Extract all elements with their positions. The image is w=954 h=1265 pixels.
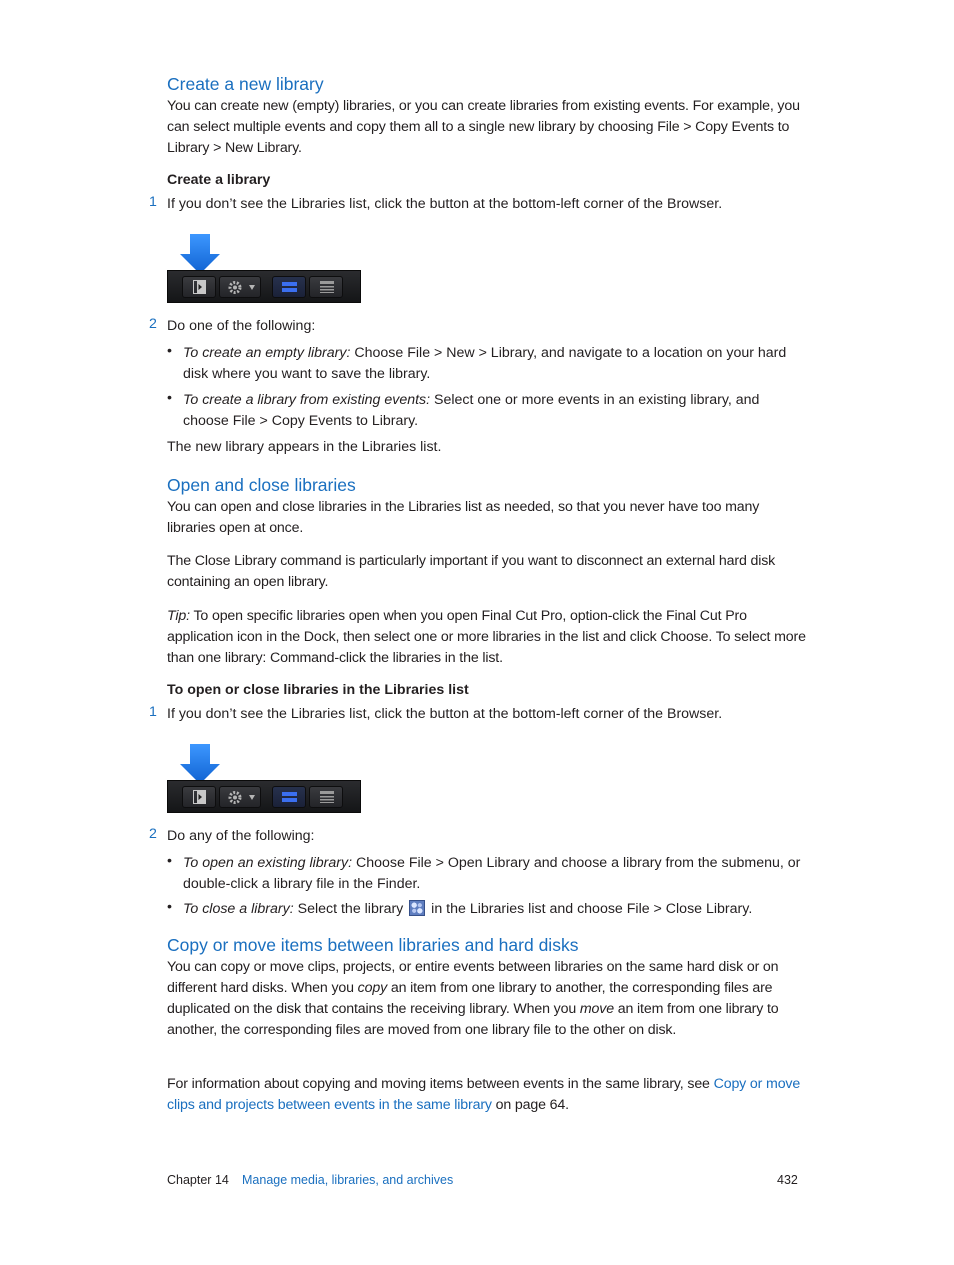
libraries-toggle-icon xyxy=(193,280,206,294)
filmstrip-view-icon xyxy=(282,281,297,293)
task-title-open-close: To open or close libraries in the Libraries list xyxy=(167,682,469,698)
list-item xyxy=(183,853,803,895)
tip-para xyxy=(167,606,807,669)
libraries-toggle-button[interactable] xyxy=(182,786,216,808)
open-close-para: You can open and close libraries in the Libraries list as needed, so that you never have too many libraries open at once. xyxy=(167,499,760,536)
gear-icon xyxy=(228,790,256,805)
bullet-label: To open an existing library: xyxy=(183,855,353,871)
bullet: • xyxy=(167,343,172,359)
bullet-text: Select one or more events in an existing library, and choose File > Copy Events to Library. xyxy=(183,392,760,429)
browser-toolbar-figure xyxy=(167,234,361,304)
heading-open-close-libraries: Open and close libraries xyxy=(167,475,356,495)
tip-text: To open specific libraries open when you open Final Cut Pro, option-click the Final Cut Pro application icon in the Dock, then select one or more libraries in the list and click Choose. To select more than one library: Command-click the libraries in the list. xyxy=(167,608,806,666)
step-number: 1 xyxy=(149,704,157,720)
action-menu-button[interactable] xyxy=(219,276,261,298)
step-text: Do one of the following: xyxy=(167,318,316,334)
close-library-para: The Close Library command is particularly important if you want to disconnect an external hard disk containing an open library. xyxy=(167,553,776,590)
library-icon xyxy=(409,900,425,916)
list-view-button[interactable] xyxy=(309,276,343,298)
bullet-label: To create a library from existing events: xyxy=(183,392,431,408)
bullet-text: in the Libraries list and choose File > Close Library. xyxy=(427,901,753,917)
heading-create-new-library: Create a new library xyxy=(167,74,324,94)
libraries-toggle-icon xyxy=(193,790,206,804)
list-item xyxy=(183,390,803,432)
bullet-text: Select the library xyxy=(293,901,408,917)
heading-copy-move-items: Copy or move items between libraries and hard disks xyxy=(167,935,579,955)
list-item xyxy=(183,343,803,385)
bullet-label: To close a library: xyxy=(183,901,294,917)
bullet-text: Choose File > Open Library and choose a library from the submenu, or double-click a library file in the Finder. xyxy=(183,855,801,892)
list-view-icon xyxy=(320,281,334,293)
step-number: 2 xyxy=(149,826,157,842)
filmstrip-view-button[interactable] xyxy=(272,276,306,298)
step-text: Do any of the following: xyxy=(167,828,315,844)
browser-toolbar xyxy=(167,780,361,813)
bullet: • xyxy=(167,390,172,406)
step-text: If you don’t see the Libraries list, click the button at the bottom-left corner of the Browser. xyxy=(167,706,723,722)
list-view-icon xyxy=(320,791,334,803)
copy-move-clips-link[interactable]: Copy or move clips and projects between events in the same library xyxy=(167,1076,801,1113)
gear-icon xyxy=(228,280,256,295)
browser-toolbar-figure xyxy=(167,744,361,814)
bullet: • xyxy=(167,899,172,915)
libraries-toggle-button[interactable] xyxy=(182,276,216,298)
filmstrip-view-icon xyxy=(282,791,297,803)
footer-chapter-title-link[interactable]: Manage media, libraries, and archives xyxy=(242,1173,454,1187)
footer-chapter: Chapter 14 xyxy=(167,1173,229,1187)
copy-move-para: You can copy or move clips, projects, or entire events between libraries on the same hard disk or on different hard disks. When you copy an item from one library to another, the corresponding files are duplicated on the disk that contains the receiving library. When you move an item from one library to another, the corresponding files are moved from one library file to the other on disk. xyxy=(167,959,779,1038)
task-title-create-library: Create a library xyxy=(167,172,271,188)
filmstrip-view-button[interactable] xyxy=(272,786,306,808)
step-text: If you don’t see the Libraries list, click the button at the bottom-left corner of the Browser. xyxy=(167,196,723,212)
bullet-text: Choose File > New > Library, and navigate to a location on your hard disk where you want to save the library. xyxy=(183,345,787,382)
bullet-label: To create an empty library: xyxy=(183,345,351,361)
bullet: • xyxy=(167,853,172,869)
page-number: 432 xyxy=(777,1173,798,1187)
create-library-intro: You can create new (empty) libraries, or you can create libraries from existing events. For example, you can select multiple events and copy them all to a single new library by choosing File > Copy Events to Library > New Library. xyxy=(167,98,800,156)
step-number: 2 xyxy=(149,316,157,332)
tip-label: Tip: xyxy=(167,608,190,624)
step-number: 1 xyxy=(149,194,157,210)
list-item xyxy=(183,899,803,920)
result-text: The new library appears in the Libraries list. xyxy=(167,439,442,455)
cross-reference-para: For information about copying and moving items between events in the same library, see Copy or move clips and projects between events in the same library on page 64. xyxy=(167,1076,801,1113)
list-view-button[interactable] xyxy=(309,786,343,808)
action-menu-button[interactable] xyxy=(219,786,261,808)
browser-toolbar xyxy=(167,270,361,303)
